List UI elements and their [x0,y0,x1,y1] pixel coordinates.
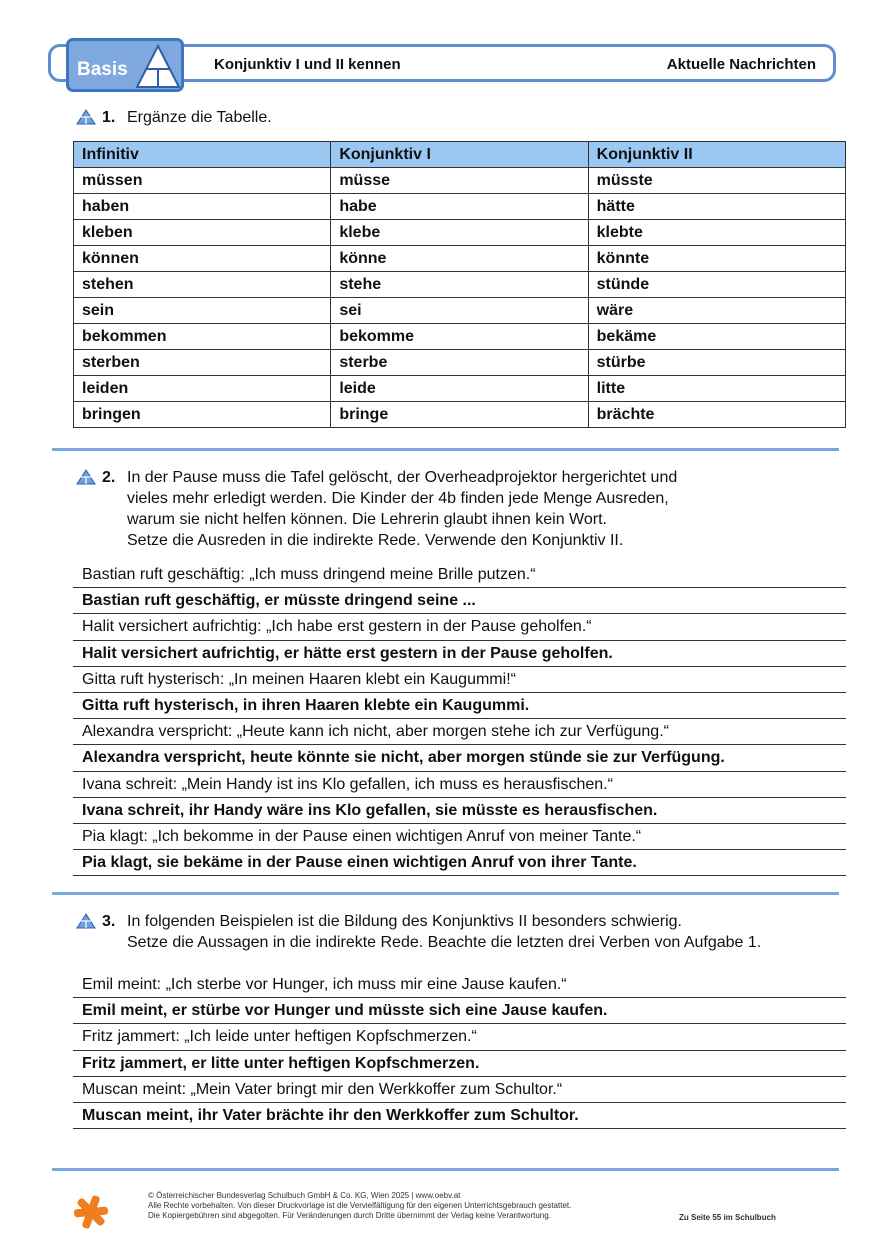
quote-line: Bastian ruft geschäftig: „Ich muss dringend meine Brille putzen.“ [73,562,846,588]
quote-line: Alexandra verspricht: „Heute kann ich nicht, aber morgen stehe ich zur Verfügung.“ [73,719,846,745]
answer-line[interactable]: Alexandra verspricht, heute könnte sie nicht, aber morgen stünde sie zur Verfügung. [73,745,846,771]
table-body [74,168,846,428]
section-divider [52,892,839,895]
table-cell[interactable]: sein [74,298,331,324]
table-cell[interactable]: stehen [74,272,331,298]
instruction-line: In der Pause muss die Tafel gelöscht, der Overheadprojektor hergerichtet und [127,469,678,486]
task1-number: 1. [102,109,116,126]
task3-number: 3. [102,913,116,930]
quote-line: Fritz jammert: „Ich leide unter heftigen Kopfschmerzen.“ [73,1024,846,1050]
answer-line[interactable]: Pia klagt, sie bekäme in der Pause einen wichtigen Anruf von ihrer Tante. [73,850,846,876]
table-cell[interactable]: müssen [74,168,331,194]
pyramid-icon [135,43,181,89]
table-cell[interactable]: hätte [588,194,845,220]
table-cell[interactable]: stehe [331,272,588,298]
copyright-line: Die Kopiergebühren sind abgegolten. Für Veränderungen durch Dritte übernimmt der Verlag keine Verantwortung. [148,1211,551,1220]
table-cell[interactable]: bekäme [588,324,845,350]
quote-line: Gitta ruft hysterisch: „In meinen Haaren klebt ein Kaugummi!“ [73,667,846,693]
publisher-logo-icon [72,1193,110,1231]
table-cell[interactable]: könnte [588,246,845,272]
table-cell[interactable]: klebe [331,220,588,246]
table-row [74,350,846,376]
table-cell[interactable]: klebte [588,220,845,246]
task2-answer-lines [73,562,846,876]
instruction-line: warum sie nicht helfen können. Die Lehrerin glaubt ihnen kein Wort. [127,511,607,528]
answer-line[interactable]: Ivana schreit, ihr Handy wäre ins Klo gefallen, sie müsste es herausfischen. [73,798,846,824]
task3-instruction [127,911,761,953]
quote-line: Emil meint: „Ich sterbe vor Hunger, ich muss mir eine Jause kaufen.“ [73,972,846,998]
answer-line[interactable]: Halit versichert aufrichtig, er hätte erst gestern in der Pause geholfen. [73,641,846,667]
table-cell[interactable]: müsste [588,168,845,194]
section-title: Aktuelle Nachrichten [666,56,816,73]
table-header-row [74,142,846,168]
table-cell[interactable]: leiden [74,376,331,402]
table-row [74,168,846,194]
instruction-line: Setze die Ausreden in die indirekte Rede. Verwende den Konjunktiv II. [127,532,624,549]
table-cell[interactable]: bekomme [331,324,588,350]
column-header: Konjunktiv I [331,142,588,168]
page-reference: Zu Seite 55 im Schulbuch [679,1213,776,1222]
table-row [74,298,846,324]
answer-line[interactable]: Muscan meint, ihr Vater brächte ihr den Werkkoffer zum Schultor. [73,1103,846,1129]
copyright-line: © Österreichischer Bundesverlag Schulbuch GmbH & Co. KG, Wien 2025 | www.oebv.at [148,1191,461,1200]
table-cell[interactable]: wäre [588,298,845,324]
table-cell[interactable]: leide [331,376,588,402]
conjugation-table [73,141,846,428]
task-level-icon [76,913,96,929]
task2-number: 2. [102,469,116,486]
task-level-icon [76,469,96,485]
table-cell[interactable]: litte [588,376,845,402]
table-row [74,376,846,402]
quote-line: Pia klagt: „Ich bekomme in der Pause einen wichtigen Anruf von meiner Tante.“ [73,824,846,850]
footer-divider [52,1168,839,1171]
table-cell[interactable]: stünde [588,272,845,298]
table-cell[interactable]: können [74,246,331,272]
answer-line[interactable]: Bastian ruft geschäftig, er müsste dringend seine ... [73,588,846,614]
answer-line[interactable]: Gitta ruft hysterisch, in ihren Haaren klebte ein Kaugummi. [73,693,846,719]
table-cell[interactable]: bringen [74,402,331,428]
table-row [74,402,846,428]
quote-line: Halit versichert aufrichtig: „Ich habe erst gestern in der Pause geholfen.“ [73,614,846,640]
column-header: Konjunktiv II [588,142,845,168]
table-row [74,220,846,246]
answer-line[interactable]: Emil meint, er stürbe vor Hunger und müsste sich eine Jause kaufen. [73,998,846,1024]
table-cell[interactable]: sterbe [331,350,588,376]
table-cell[interactable]: sei [331,298,588,324]
table-cell[interactable]: müsse [331,168,588,194]
table-cell[interactable]: haben [74,194,331,220]
task3-answer-lines [73,972,846,1129]
table-row [74,246,846,272]
answer-line[interactable]: Fritz jammert, er litte unter heftigen Kopfschmerzen. [73,1051,846,1077]
instruction-line: Setze die Aussagen in die indirekte Rede. Beachte die letzten drei Verben von Aufgabe 1. [127,934,762,951]
task-level-icon [76,109,96,125]
table-row [74,324,846,350]
table-cell[interactable]: bekommen [74,324,331,350]
column-header: Infinitiv [74,142,331,168]
table-cell[interactable]: könne [331,246,588,272]
instruction-line: vieles mehr erledigt werden. Die Kinder der 4b finden jede Menge Ausreden, [127,490,669,507]
table-cell[interactable]: kleben [74,220,331,246]
table-row [74,272,846,298]
quote-line: Muscan meint: „Mein Vater bringt mir den Werkkoffer zum Schultor.“ [73,1077,846,1103]
quote-line: Ivana schreit: „Mein Handy ist ins Klo gefallen, ich muss es herausfischen.“ [73,772,846,798]
table-cell[interactable]: bringe [331,402,588,428]
section-divider [52,448,839,451]
table-row [74,194,846,220]
table-cell[interactable]: stürbe [588,350,845,376]
task2-instruction [127,467,677,551]
copyright-notice [148,1191,571,1221]
table-cell[interactable]: habe [331,194,588,220]
worksheet-title: Konjunktiv I und II kennen [214,56,401,73]
table-cell[interactable]: sterben [74,350,331,376]
logo-text: Basis [77,59,128,80]
basis-logo [66,38,184,92]
instruction-line: In folgenden Beispielen ist die Bildung des Konjunktivs II besonders schwierig. [127,913,682,930]
task1-instruction: Ergänze die Tabelle. [127,109,272,126]
copyright-line: Alle Rechte vorbehalten. Von dieser Druckvorlage ist die Vervielfältigung für den eigenen Unterrichtsgebrauch gestattet. [148,1201,572,1210]
table-cell[interactable]: brächte [588,402,845,428]
